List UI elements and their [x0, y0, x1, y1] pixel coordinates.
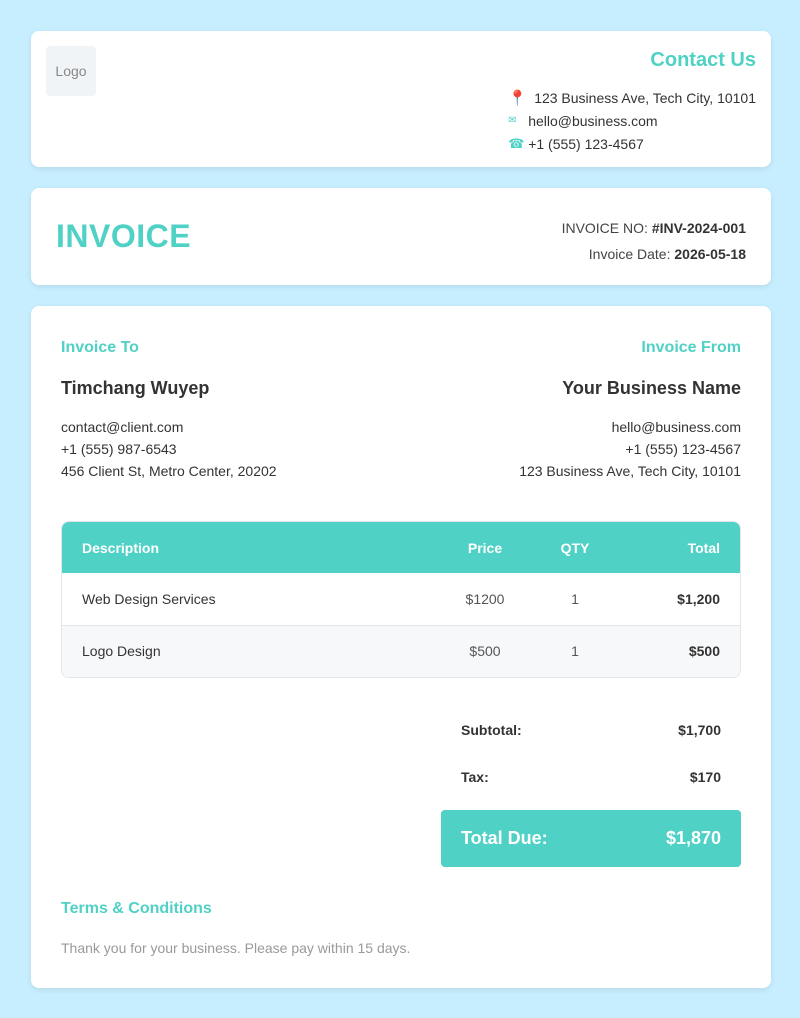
row-total: $500 [688, 643, 720, 660]
table-row [62, 573, 740, 625]
row-qty: 1 [571, 643, 579, 660]
envelope-icon: ✉ [508, 115, 517, 126]
bill-to [61, 339, 381, 482]
tax-value: $170 [689, 768, 721, 785]
bill-from-name: Your Business Name [562, 378, 741, 398]
terms-section [61, 900, 410, 956]
bill-to-name: Timchang Wuyep [61, 378, 210, 398]
line-items-table [61, 521, 741, 678]
map-pin-icon: 📍 [508, 89, 527, 107]
bill-to-email[interactable]: contact@client.com [61, 419, 184, 435]
contact-email[interactable] [508, 109, 756, 132]
logo-placeholder: Logo [46, 46, 96, 96]
bill-from-label: Invoice From [641, 339, 741, 356]
row-price: $500 [469, 643, 501, 660]
invoice-date [562, 241, 746, 267]
bill-to-label: Invoice To [61, 339, 139, 356]
invoice-title: INVOICE [56, 218, 192, 254]
contact-phone[interactable] [508, 132, 756, 155]
tax-row [441, 753, 741, 800]
invoice-number-label: INVOICE NO: [561, 220, 648, 236]
subtotal-value: $1,700 [678, 721, 721, 738]
terms-title: Terms & Conditions [61, 900, 212, 917]
table-row [62, 625, 740, 677]
bill-from-address: 123 Business Ave, Tech City, 10101 [519, 463, 741, 479]
contact-address [508, 86, 756, 109]
contact-email-text[interactable]: hello@business.com [528, 112, 658, 129]
row-description: Web Design Services [62, 573, 430, 625]
totals-summary [441, 706, 741, 867]
contact-title: Contact Us [650, 49, 756, 71]
invoice-number-value: #INV-2024-001 [651, 220, 746, 236]
bill-from-phone: +1 (555) 123-4567 [625, 441, 741, 457]
total-due-label: Total Due: [461, 828, 548, 848]
row-description: Logo Design [82, 643, 161, 660]
tax-label: Tax: [461, 768, 489, 785]
row-total: $1,200 [610, 573, 740, 625]
invoice-date-label: Invoice Date: [588, 246, 671, 262]
terms-text: Thank you for your business. Please pay within 15 days. [61, 940, 411, 956]
invoice-number [562, 215, 746, 241]
total-due-value: $1,870 [665, 828, 721, 848]
header-price: Price [467, 539, 503, 556]
invoice-meta [562, 215, 746, 267]
header-description: Description [82, 539, 160, 556]
bill-to-phone: +1 (555) 987-6543 [61, 441, 177, 457]
invoice-title-card [31, 188, 771, 285]
subtotal-label: Subtotal: [461, 721, 522, 738]
contact-address-text: 123 Business Ave, Tech City, 10101 [534, 89, 756, 106]
contact-phone-text[interactable]: +1 (555) 123-4567 [528, 135, 644, 152]
telephone-icon: ☎ [508, 135, 525, 151]
bill-from [421, 339, 741, 482]
table-header-row [62, 522, 740, 573]
subtotal-row [441, 706, 741, 753]
invoice-body-card [31, 306, 771, 988]
row-price: $1200 [430, 573, 540, 625]
bill-from-details [421, 416, 741, 482]
contact-block [508, 49, 756, 155]
header-total: Total [687, 539, 720, 556]
bill-to-address: 456 Client St, Metro Center, 20202 [61, 463, 277, 479]
bill-from-email[interactable]: hello@business.com [611, 419, 741, 435]
total-due-row [441, 810, 741, 867]
header-qty: QTY [560, 539, 590, 556]
invoice-date-value: 2026-05-18 [674, 246, 746, 262]
row-qty: 1 [540, 573, 610, 625]
header-card [31, 31, 771, 167]
bill-to-details [61, 416, 381, 482]
